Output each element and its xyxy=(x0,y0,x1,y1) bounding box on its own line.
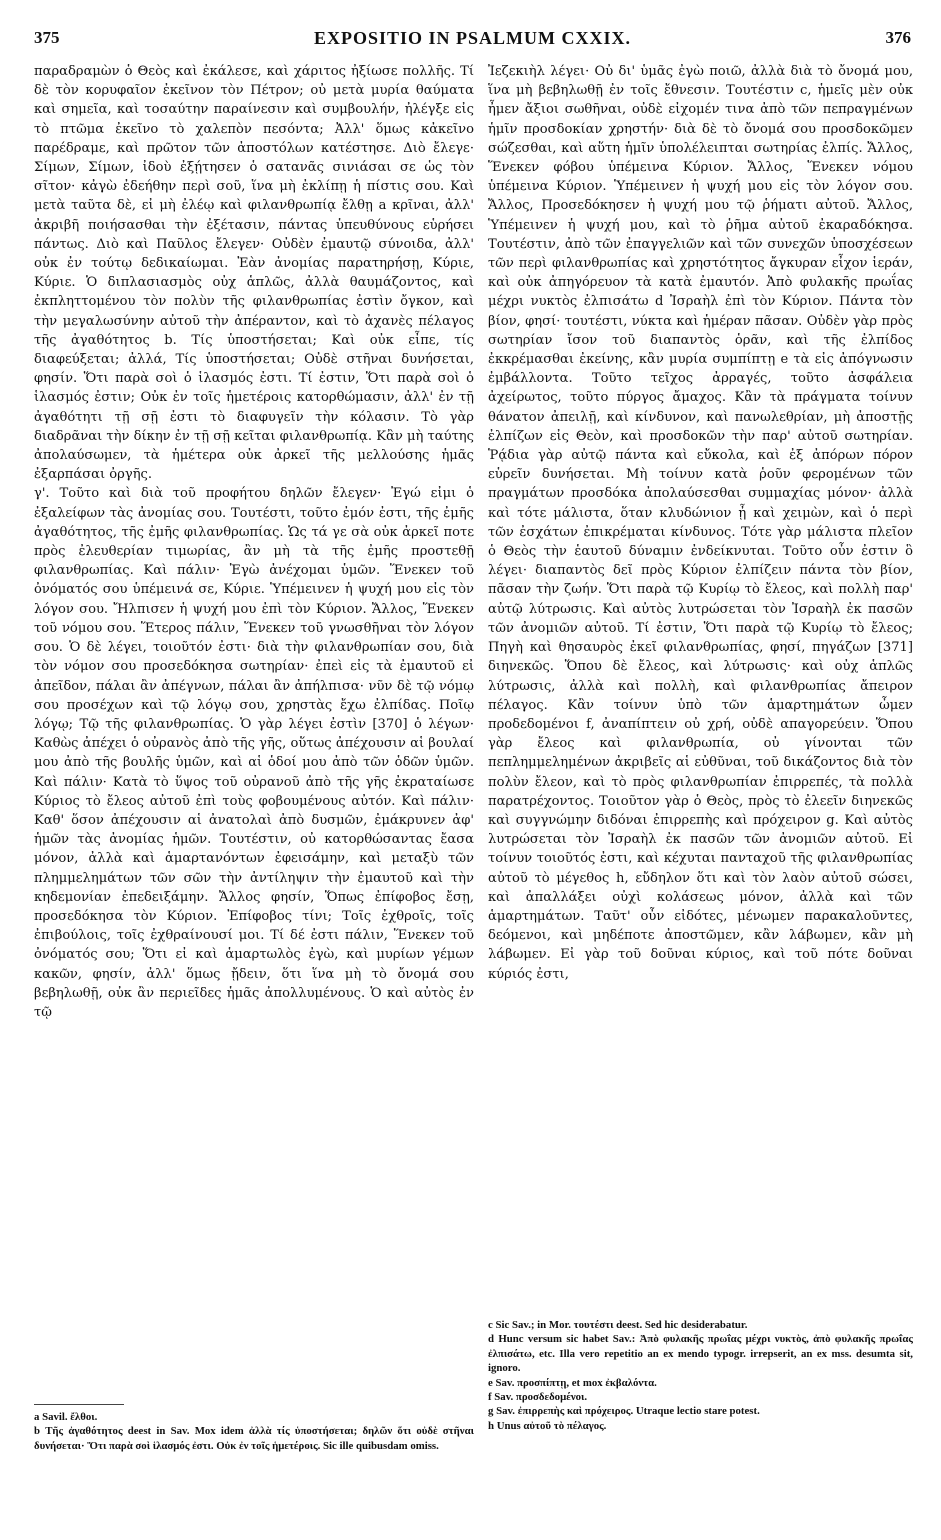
footnote-d: d Hunc versum sic habet Sav.: Ἀπὸ φυλακῆς πρωΐας μέχρι νυκτὸς, ἀπὸ φυλακῆς πρωΐας ἐλπισάτω, etc. Illa vero repetitio an ex mendo typogr. irrepserit, an ex mss. desumta sit, ignoro. xyxy=(488,1333,913,1375)
footnotes-left xyxy=(34,1410,474,1500)
footnotes-right xyxy=(488,1318,913,1478)
footnote-b: b Τῆς ἀγαθότητος deest in Sav. Mox idem ἀλλὰ τίς ὑποστήσεται; δηλῶν ὅτι οὐδὲ στῆναι δυνήσεται· Ὅτι παρὰ σοὶ ἱλασμός ἐστι. Οὐκ ἐν τοῖς ἡμετέροις. Sic ille quibusdam omiss. xyxy=(34,1425,474,1452)
left-paragraph-2: γ'. Τοῦτο καὶ διὰ τοῦ προφήτου δηλῶν ἔλεγεν· Ἐγώ εἰμι ὁ ἐξαλείφων τὰς ἀνομίας σου. Τουτέστι, τοῦτο ἐμόν ἐστι, τῆς ἐμῆς ἀγαθότητος, τῆς ἐμῆς φιλανθρωπίας. Ὡς τά γε σὰ οὐκ ἀρκεῖ ποτε πρὸς ἐλευθερίαν τιμωρίας, ἂν μὴ τὰ τῆς ἐμῆς προστεθῇ φιλανθρωπίας. Καὶ πάλιν· Ἐγὼ ἀνέχομαι ὑμῶν. Ἕνεκεν τοῦ ὀνόματός σου ὑπέμεινά σε, Κύριε. Ὑπέμεινεν ἡ ψυχή μου εἰς τὸν λόγον σου. Ἤλπισεν ἡ ψυχή μου ἐπὶ τὸν Κύριον. Ἄλλος, Ἕνεκεν τοῦ νόμου σου. Ἕτερος πάλιν, Ἕνεκεν τοῦ γνωσθῆναι τὸν λόγον σου. Ὁ δὲ λέγει, τοιοῦτόν ἐστι· διὰ τὴν φιλανθρωπίαν σου, διὰ τὸν νόμον σου προσεδόκησα σωτηρίαν· ἐπεὶ εἰς τὰ ἐμαυτοῦ εἰ ἀπεῖδον, πάλαι ἂν ἀπέγνων, πάλαι ἂν ἀπήλπισα· νῦν δὲ τῷ νόμῳ σου προσέχων καὶ τῷ λόγῳ σου, χρηστὰς ἔχω ἐλπίδας. Ποῖῳ λόγῳ; Τῷ τῆς φιλανθρωπίας. Ὁ γὰρ λέγει ἐστὶν [370] ὁ λέγων· Καθὼς ἀπέχει ὁ οὐρανὸς ἀπὸ τῆς γῆς, οὕτως ἀπέχουσιν αἱ βουλαί μου ἀπὸ τῆς βουλῆς ὑμῶν, καὶ αἱ ὁδοί μου ἀπὸ τῶν ὁδῶν ὑμῶν. Καὶ πάλιν· Κατὰ τὸ ὕψος τοῦ οὐρανοῦ ἀπὸ τῆς γῆς ἐκραταίωσε Κύριος τὸ ἔλεος αὐτοῦ ἐπὶ τοὺς φοβουμένους αὐτόν. Καὶ πάλιν· Καθ' ὅσον ἀπέχουσιν αἱ ἀνατολαὶ ἀπὸ δυσμῶν, ἐμάκρυνεν ἀφ' ἡμῶν τὰς ἀνομίας ἡμῶν. Τουτέστιν, οὐ κατορθώσαντας ἔασα μόνον, ἀλλὰ καὶ ἁμαρτανόντων ἐφεισάμην, καὶ μεταξὺ τῶν πλημμελημάτων τῶν σῶν τὴν ἀντίληψιν τὴν ἐμαυτοῦ καὶ τὴν κηδεμονίαν ἐπεδειξάμην. Ἄλλος φησίν, Ὅπως ἐπίφοβος ἔσῃ, προσεδόκησα τὸν Κύριον. Ἐπίφοβος τίνι; Τοῖς ἐχθροῖς, τοῖς ἐπιβούλοις, τοῖς ἐχθραίνουσί μοι. Τί δέ ἐστι πάλιν, Ἕνεκεν τοῦ ὀνόματός σου; Ὅτι εἰ καὶ ἁμαρτωλὸς ἐγὼ, καὶ μυρίων γέμων κακῶν, φησίν, ἀλλ' ὅμως ᾔδειν, ὅτι ἵνα μὴ τὸ ὄνομά σου βεβηλωθῇ, οὐκ ἂν περιεῖδες ἡμᾶς ἀπολλυμένους. Ὁ καὶ αὐτὸς ἐν τῷ xyxy=(34,486,474,1020)
page-number-left: 375 xyxy=(34,28,60,47)
footnote-g: g Sav. ἐπιρρεπὴς καὶ πρόχειρος. Utraque lectio stare potest. xyxy=(488,1405,760,1418)
left-column xyxy=(34,62,474,1402)
footnote-c: c Sic Sav.; in Mor. τουτέστι deest. Sed hic desiderabatur. xyxy=(488,1319,748,1331)
footnote-e: e Sav. προσπίπτῃ, et mox ἐκβαλόντα. xyxy=(488,1376,657,1389)
right-column xyxy=(488,62,913,1307)
page-header xyxy=(34,28,911,54)
footnote-a: a Savil. ἔλθοι. xyxy=(34,1411,98,1423)
footnote-f: f Sav. προσδεδομένοι. xyxy=(488,1391,588,1404)
running-title: EXPOSITIO IN PSALMUM CXXIX. xyxy=(313,28,632,48)
footnote-h: h Unus αὐτοῦ τὸ πέλαγος. xyxy=(488,1419,607,1432)
page-number-right: 376 xyxy=(885,28,911,47)
left-paragraph-1: παραδραμὼν ὁ Θεὸς καὶ ἐκάλεσε, καὶ χάριτος ἠξίωσε πολλῆς. Τί δὲ τὸν κορυφαῖον ἐκεῖνον τὸν Πέτρον; οὐ μετὰ μυρία θαύματα καὶ σημεῖα, καὶ τοσαύτην παραίνεσιν καὶ συμβουλήν, ἠλέγξε εἰς τὸ πτῶμα ἐκεῖνο τὸ χαλεπὸν πεσόντα; Ἀλλ' ὅμως κἀκεῖνο παρέδραμε, καὶ πρῶτον τῶν ἀποστόλων κατέστησε. Διὸ ἔλεγε· Σίμων, Σίμων, ἰδοὺ ἐξῄτησεν ὁ σατανᾶς σινιάσαι σε ὡς τὸν σῖτον· κἀγὼ ἐδεήθην περὶ σοῦ, ἵνα μὴ ἐκλίπῃ ἡ πίστις σου. Καὶ μετὰ ταῦτα δὲ, εἰ μὴ ἐλέῳ καὶ φιλανθρωπίᾳ ἔλθῃ a κρῖναι, ἀλλ' ἀκριβῆ ποιήσασθαι τὴν ἐξέτασιν, πάντας ὑπευθύνους εὑρήσει πάντως. Διὸ καὶ Παῦλος ἔλεγεν· Οὐδὲν ἐμαυτῷ σύνοιδα, ἀλλ' οὐκ ἐν τούτῳ δεδικαίωμαι. Ἐὰν ἀνομίας παρατηρήσῃ, Κύριε, Κύριε. Ὁ διπλασιασμὸς οὐχ ἁπλῶς, ἀλλὰ θαυμάζοντος, καὶ ἐκπληττομένου τὸν πολὺν τῆς φιλανθρωπίας ἐστὶν ὄγκον, καὶ τὴν μεγαλωσύνην αὐτοῦ τὴν ἀπέραντον, καὶ τὸ ἀχανὲς πέλαγος τῆς ἀγαθότητος b. Τίς ὑποστήσεται; Καὶ οὐκ εἶπε, τίς διαφεύξεται; ἀλλά, Τίς ὑποστήσεται; Οὐδὲ στῆναι δυνήσεται, φησίν. Ὅτι παρὰ σοὶ ὁ ἱλασμός ἐστι. Τί ἐστιν, Ὅτι παρὰ σοὶ ὁ ἱλασμός ἐστιν; Οὐκ ἐν τοῖς ἡμετέροις κατορθώμασιν, ἀλλ' ἐν τῇ ἀγαθότητι τῇ σῇ ἐστι τὸ διαφυγεῖν τὴν κόλασιν. Τὸ γὰρ διαδρᾶναι τὴν δίκην ἐν τῇ σῇ κεῖται φιλανθρωπίᾳ. Κἂν μὴ ταύτης ἀπολαύσωμεν, τὰ ἡμέτερα οὐκ ἀρκεῖ τῆς μελλούσης ἡμᾶς ἐξαρπάσαι ὀργῆς. xyxy=(34,64,474,483)
footnote-rule xyxy=(34,1404,124,1405)
right-paragraph-1: Ἰεζεκιὴλ λέγει· Οὐ δι' ὑμᾶς ἐγὼ ποιῶ, ἀλλὰ διὰ τὸ ὄνομά μου, ἵνα μὴ βεβηλωθῇ ἐν τοῖς ἔθνεσιν. Τουτέστιν c, ἡμεῖς μὲν οὐκ ἦμεν ἄξιοι σωθῆναι, οὐδὲ εἰχομέν τινα ἀπὸ τῶν πεπραγμένων ἡμῖν προσδοκίαν χρηστήν· διὰ δὲ τὸ ὄνομά σου προσδοκῶμεν σώζεσθαι, καὶ αὕτη ἡμῖν ὑπολέλειπται σωτηρίας ἐλπίς. Ἄλλος, Ἕνεκεν φόβου ὑπέμεινα Κύριον. Ἄλλος, Ἕνεκεν νόμου ὑπέμεινα Κύριον. Ὑπέμεινεν ἡ ψυχή μου εἰς τὸν λόγον σου. Ἄλλος, Προσεδόκησεν ἡ ψυχή μου τῷ ῥήματι αὐτοῦ. Ἄλλος, Ὑπέμεινεν ἡ ψυχή μου, καὶ τὸ ῥῆμα αὐτοῦ ἐκαραδόκησα. Τουτέστιν, ἀπὸ τῶν ἐπαγγελιῶν καὶ τῶν συνεχῶν ὑποσχέσεων τῶν περὶ φιλανθρωπίας καὶ χρηστότητος ἄγκυραν εἶχον ἱεράν, καὶ οὐκ ἀπηγόρευον τὰ κατὰ ἐμαυτόν. Ἀπὸ φυλακῆς πρωΐας μέχρι νυκτὸς ἐλπισάτω d Ἰσραὴλ ἐπὶ τὸν Κύριον. Πάντα τὸν βίον, φησί· τουτέστι, νύκτα καὶ ἡμέραν πᾶσαν. Οὐδὲν γὰρ πρὸς σωτηρίαν ἴσον τοῦ διαπαντὸς ὁρᾶν, καὶ τῆς ἐλπίδος ἐκκρέμασθαι ἐκείνης, κἂν μυρία συμπίπτῃ e τὰ εἰς ἀπόγνωσιν ἐμβάλλοντα. Τοῦτο τεῖχος ἀρραγές, τοῦτο ἀσφάλεια ἀχείρωτος, τοῦτο πύργος ἄμαχος. Κἂν τὰ πράγματα τοίνυν θάνατον ἀπειλῇ, καὶ κίνδυνον, καὶ πανωλεθρίαν, μὴ ἀποστῇς ἐλπίζων εἰς Θεὸν, καὶ προσδοκῶν τὴν παρ' αὐτοῦ σωτηρίαν. Ῥᾴδια γὰρ αὐτῷ πάντα καὶ εὔκολα, καὶ ἐξ ἀπόρων πόρον εὑρεῖν δυνήσεται. Μὴ τοίνυν κατὰ ῥοῦν φερομένων τῶν πραγμάτων προσδόκα ἀπολαύσεσθαι συμμαχίας μόνον· ἀλλὰ καὶ τότε μάλιστα, ὅταν κλυδώνιον ᾖ καὶ χειμὼν, καὶ ὁ περὶ τῶν ἐσχάτων ἐπικρέμαται κίνδυνος. Τότε γὰρ μάλιστα πλεῖον ὁ Θεὸς τὴν ἑαυτοῦ δύναμιν ἐνδείκνυται. Τοῦτο οὖν ἐστιν ὃ λέγει· διαπαντὸς δεῖ πρὸς Κύριον ἐλπίζειν πάντα τὸν βίον, πᾶσαν τὴν ζωήν. Ὅτι παρὰ τῷ Κυρίῳ τὸ ἔλεος, καὶ πολλὴ παρ' αὐτῷ λύτρωσις. Καὶ αὐτὸς λυτρώσεται τὸν Ἰσραὴλ ἐκ πασῶν τῶν ἀνομιῶν αὐτοῦ. Τί ἐστιν, Ὅτι παρὰ τῷ Κυρίῳ τὸ ἔλεος; Πηγὴ καὶ θησαυρὸς ἐκεῖ φιλανθρωπίας, φησί, πηγάζων [371] διηνεκῶς. Ὅπου δὲ ἔλεος, καὶ λύτρωσις· καὶ οὐχ ἁπλῶς λύτρωσις, ἀλλὰ καὶ πολλὴ, καὶ φιλανθρωπίας ἄπειρον πέλαγος. Κἂν τοίνυν ὑπὸ τῶν ἁμαρτημάτων ὦμεν προδεδομένοι f, ἀναπίπτειν οὐ χρή, οὐδὲ απαγορεύειν. Ὅπου γὰρ ἔλεος καὶ φιλανθρωπία, οὐ γίνονται τῶν πεπλημμελημένων ἀκριβεῖς αἱ εὐθῦναι, τοῦ δικάζοντος διὰ τὸν πολὺν ἔλεον, καὶ τὸ πρὸς φιλανθρωπίαν ἐπιρρεπές, τὰ πολλὰ παρατρέχοντος. Τοιοῦτον γὰρ ὁ Θεὸς, πρὸς τὸ ἐλεεῖν διηνεκῶς καὶ συγγνώμην διδόναι ἐπιρρεπὴς καὶ πρόχειρον g. Καὶ αὐτὸς λυτρώσεται τὸν Ἰσραὴλ ἐκ πασῶν τῶν ἀνομιῶν αὐτοῦ. Εἰ τοίνυν τοιοῦτός ἐστι, καὶ κέχυται πανταχοῦ τῆς φιλανθρωπίας αὐτοῦ τὸ μέγεθος h, εὔδηλον ὅτι καὶ τὸν λαὸν αὐτοῦ σώσει, καὶ ἀπαλλάξει οὐχὶ κολάσεως μόνον, ἀλλὰ καὶ τῶν ἁμαρτημάτων. Ταῦτ' οὖν εἰδότες, μένωμεν παρακαλοῦντες, δεόμενοι, καὶ μηδέποτε ἀποστῶμεν, κἂν λάβωμεν, κἂν μὴ λάβωμεν. Εἰ γὰρ τοῦ δοῦναι κύριος, καὶ τοῦ πότε δοῦναι κύριός ἐστι, xyxy=(488,64,913,982)
